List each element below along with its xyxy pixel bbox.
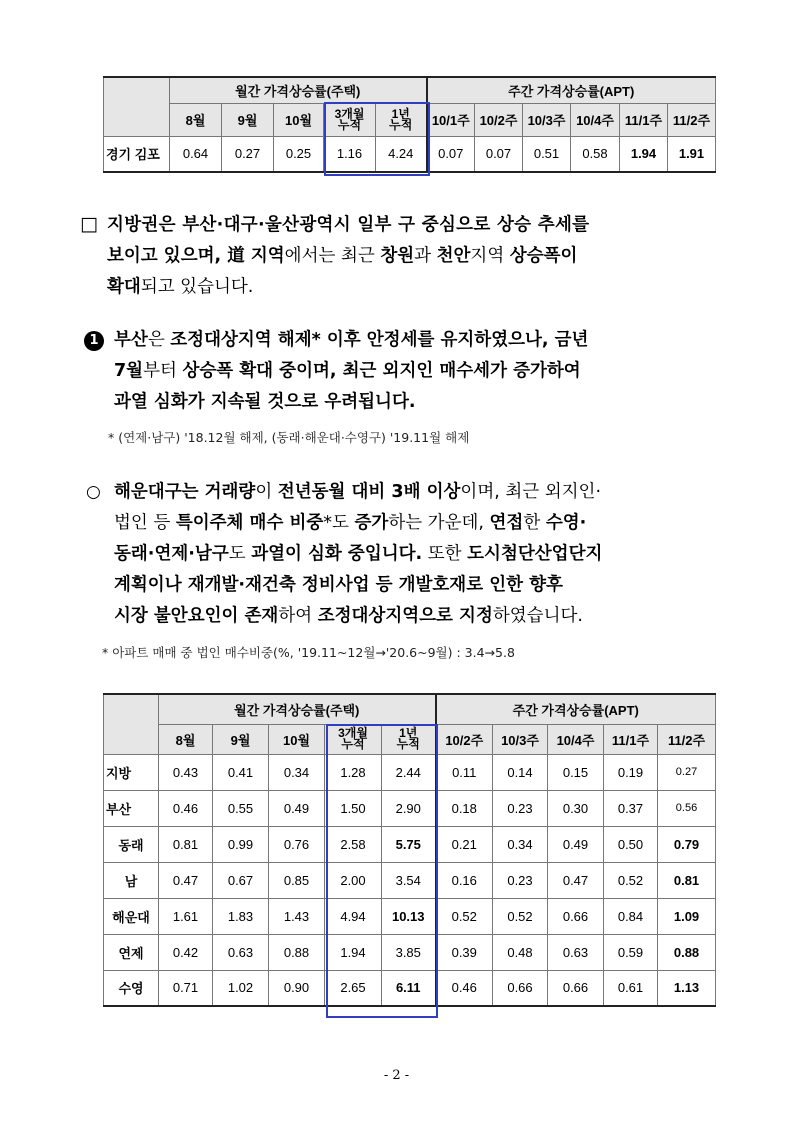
table-cell: 1.16 bbox=[324, 136, 376, 172]
group-header-weekly: 주간 가격상승률(APT) bbox=[427, 77, 716, 103]
p1-line1: 지방권은 부산·대구·울산광역시 일부 구 중심으로 상승 추세를 bbox=[107, 215, 590, 235]
p3-line2: 법인 등 특이주체 매수 비중*도 증가하는 가운데, 연접한 수영· bbox=[114, 513, 587, 533]
table-cell: 0.07 bbox=[427, 136, 475, 172]
table-cell: 0.43 bbox=[159, 754, 213, 790]
row-header: 부산 bbox=[104, 790, 159, 826]
square-bullet: □ bbox=[80, 213, 98, 235]
table-cell: 0.84 bbox=[604, 898, 658, 934]
row-header: 남 bbox=[104, 862, 159, 898]
column-header: 10/4주 bbox=[571, 103, 620, 136]
p1-line2: 보이고 있으며, 道 지역에서는 최근 창원과 천안지역 상승폭이 bbox=[107, 246, 578, 266]
table-cell: 0.34 bbox=[493, 826, 548, 862]
table-cell: 4.94 bbox=[325, 898, 382, 934]
table-row bbox=[104, 826, 716, 862]
circle-bullet: ○ bbox=[86, 482, 101, 502]
table-cell: 0.34 bbox=[269, 754, 325, 790]
table-cell: 2.65 bbox=[325, 970, 382, 1006]
table-cell: 0.27 bbox=[658, 754, 716, 790]
table-row bbox=[104, 934, 716, 970]
table-cell: 1.83 bbox=[213, 898, 269, 934]
table-cell: 0.66 bbox=[548, 970, 604, 1006]
p3-line3: 동래·연제·남구도 과열이 심화 중입니다. 또한 도시첨단산업단지 bbox=[114, 544, 603, 564]
table-cell: 0.19 bbox=[604, 754, 658, 790]
table-cell: 10.13 bbox=[382, 898, 436, 934]
table-cell: 0.76 bbox=[269, 826, 325, 862]
row-header: 연제 bbox=[104, 934, 159, 970]
table-cell: 0.58 bbox=[571, 136, 620, 172]
table-row bbox=[104, 970, 716, 1006]
table-cell: 0.61 bbox=[604, 970, 658, 1006]
column-header: 8월 bbox=[170, 103, 222, 136]
table-cell: 0.30 bbox=[548, 790, 604, 826]
table-row bbox=[104, 862, 716, 898]
table-cell: 0.59 bbox=[604, 934, 658, 970]
table-cell: 0.18 bbox=[436, 790, 493, 826]
column-header: 10/3주 bbox=[523, 103, 571, 136]
table-cell: 0.51 bbox=[523, 136, 571, 172]
table-cell: 0.11 bbox=[436, 754, 493, 790]
table-cell: 0.52 bbox=[493, 898, 548, 934]
p2-line2: 7월부터 상승폭 확대 중이며, 최근 외지인 매수세가 증가하여 bbox=[114, 361, 581, 381]
table-cell: 0.71 bbox=[159, 970, 213, 1006]
table-cell: 0.50 bbox=[604, 826, 658, 862]
table-cell: 0.81 bbox=[658, 862, 716, 898]
table-cell: 0.52 bbox=[604, 862, 658, 898]
table-cell: 1.43 bbox=[269, 898, 325, 934]
table-row bbox=[104, 754, 716, 790]
table-cell: 2.90 bbox=[382, 790, 436, 826]
table-cell: 2.00 bbox=[325, 862, 382, 898]
paragraph-haeundae bbox=[114, 477, 724, 632]
table-cell: 0.14 bbox=[493, 754, 548, 790]
table-cell: 0.15 bbox=[548, 754, 604, 790]
column-header: 10/2주 bbox=[436, 724, 493, 754]
p1-line3: 확대되고 있습니다. bbox=[107, 277, 254, 297]
row-header: 동래 bbox=[104, 826, 159, 862]
table-cell: 1.50 bbox=[325, 790, 382, 826]
table-cell: 0.48 bbox=[493, 934, 548, 970]
table-cell: 0.99 bbox=[213, 826, 269, 862]
table-cell: 1.61 bbox=[159, 898, 213, 934]
table-cell: 0.67 bbox=[213, 862, 269, 898]
table-cell: 0.39 bbox=[436, 934, 493, 970]
p3-line1: 해운대구는 거래량이 전년동월 대비 3배 이상이며, 최근 외지인· bbox=[114, 482, 602, 502]
table-cell: 0.88 bbox=[658, 934, 716, 970]
table-cell: 2.44 bbox=[382, 754, 436, 790]
table-cell: 0.85 bbox=[269, 862, 325, 898]
column-header: 11/1주 bbox=[620, 103, 668, 136]
table-cell: 0.49 bbox=[548, 826, 604, 862]
table-cell: 0.63 bbox=[548, 934, 604, 970]
table-cell: 6.11 bbox=[382, 970, 436, 1006]
table-cell: 3.85 bbox=[382, 934, 436, 970]
table-row bbox=[104, 898, 716, 934]
row-header: 지방 bbox=[104, 754, 159, 790]
column-header: 8월 bbox=[159, 724, 213, 754]
table-cell: 0.37 bbox=[604, 790, 658, 826]
table-cell: 0.23 bbox=[493, 862, 548, 898]
column-header: 10월 bbox=[269, 724, 325, 754]
group-header-monthly: 월간 가격상승률(주택) bbox=[170, 77, 427, 103]
table-cell: 0.46 bbox=[159, 790, 213, 826]
corner-cell bbox=[104, 77, 170, 136]
footnote-corporate: * 아파트 매매 중 법인 매수비중(%, '19.11~12월→'20.6~9월) : 3.4→5.8 bbox=[102, 645, 515, 660]
p3-line5: 시장 불안요인이 존재하여 조정대상지역으로 지정하였습니다. bbox=[114, 606, 583, 626]
table-cell: 0.25 bbox=[274, 136, 324, 172]
column-header: 11/2주 bbox=[668, 103, 716, 136]
column-header: 10/1주 bbox=[427, 103, 475, 136]
row-header: 경기 김포 bbox=[104, 136, 170, 172]
table-cell: 0.81 bbox=[159, 826, 213, 862]
number-circle-icon: 1 bbox=[84, 331, 104, 351]
column-header: 10/3주 bbox=[493, 724, 548, 754]
table-cell: 0.41 bbox=[213, 754, 269, 790]
table-cell: 1.13 bbox=[658, 970, 716, 1006]
table-row bbox=[104, 790, 716, 826]
table-cell: 1.09 bbox=[658, 898, 716, 934]
table-gimpo bbox=[103, 76, 716, 173]
table-cell: 3.54 bbox=[382, 862, 436, 898]
table-cell: 0.88 bbox=[269, 934, 325, 970]
table-cell: 0.90 bbox=[269, 970, 325, 1006]
table-cell: 0.23 bbox=[493, 790, 548, 826]
column-header: 1년 누적 bbox=[382, 724, 436, 754]
column-header: 3개월 누적 bbox=[325, 724, 382, 754]
table-cell: 0.42 bbox=[159, 934, 213, 970]
row-header: 수영 bbox=[104, 970, 159, 1006]
column-header: 1년 누적 bbox=[376, 103, 427, 136]
table-cell: 0.63 bbox=[213, 934, 269, 970]
paragraph-regional bbox=[107, 210, 719, 303]
column-header: 11/2주 bbox=[658, 724, 716, 754]
table-cell: 0.64 bbox=[170, 136, 222, 172]
table-cell: 0.16 bbox=[436, 862, 493, 898]
table-cell: 0.21 bbox=[436, 826, 493, 862]
table-cell: 1.91 bbox=[668, 136, 716, 172]
table-cell: 4.24 bbox=[376, 136, 427, 172]
table-cell: 0.47 bbox=[159, 862, 213, 898]
table-cell: 1.94 bbox=[620, 136, 668, 172]
group-header-weekly: 주간 가격상승률(APT) bbox=[436, 694, 716, 724]
group-header-monthly: 월간 가격상승률(주택) bbox=[159, 694, 436, 724]
table-cell: 0.49 bbox=[269, 790, 325, 826]
column-header: 9월 bbox=[222, 103, 274, 136]
page-number: - 2 - bbox=[383, 1068, 410, 1083]
table-cell: 0.66 bbox=[548, 898, 604, 934]
table-cell: 0.66 bbox=[493, 970, 548, 1006]
column-header: 9월 bbox=[213, 724, 269, 754]
column-header: 10/2주 bbox=[475, 103, 523, 136]
table-cell: 0.46 bbox=[436, 970, 493, 1006]
table-cell: 1.28 bbox=[325, 754, 382, 790]
table-cell: 1.94 bbox=[325, 934, 382, 970]
table-cell: 0.27 bbox=[222, 136, 274, 172]
table-cell: 0.56 bbox=[658, 790, 716, 826]
table-cell: 0.47 bbox=[548, 862, 604, 898]
table-cell: 0.07 bbox=[475, 136, 523, 172]
corner-cell bbox=[104, 694, 159, 754]
p2-line3: 과열 심화가 지속될 것으로 우려됩니다. bbox=[114, 392, 416, 412]
table-cell: 0.52 bbox=[436, 898, 493, 934]
paragraph-busan bbox=[114, 325, 724, 418]
table-cell: 2.58 bbox=[325, 826, 382, 862]
table-cell: 1.02 bbox=[213, 970, 269, 1006]
column-header: 10월 bbox=[274, 103, 324, 136]
row-header: 해운대 bbox=[104, 898, 159, 934]
column-header: 10/4주 bbox=[548, 724, 604, 754]
column-header: 3개월 누적 bbox=[324, 103, 376, 136]
p2-line1: 부산은 조정대상지역 해제* 이후 안정세를 유지하였으나, 금년 bbox=[114, 330, 589, 350]
table-cell: 0.79 bbox=[658, 826, 716, 862]
table-cell: 5.75 bbox=[382, 826, 436, 862]
p3-line4: 계획이나 재개발·재건축 정비사업 등 개발호재로 인한 향후 bbox=[114, 575, 563, 595]
table-cell: 0.55 bbox=[213, 790, 269, 826]
footnote-busan: * (연제·남구) '18.12월 해제, (동래·해운대·수영구) '19.11월 해제 bbox=[108, 430, 470, 445]
table-busan bbox=[103, 693, 716, 1007]
column-header: 11/1주 bbox=[604, 724, 658, 754]
